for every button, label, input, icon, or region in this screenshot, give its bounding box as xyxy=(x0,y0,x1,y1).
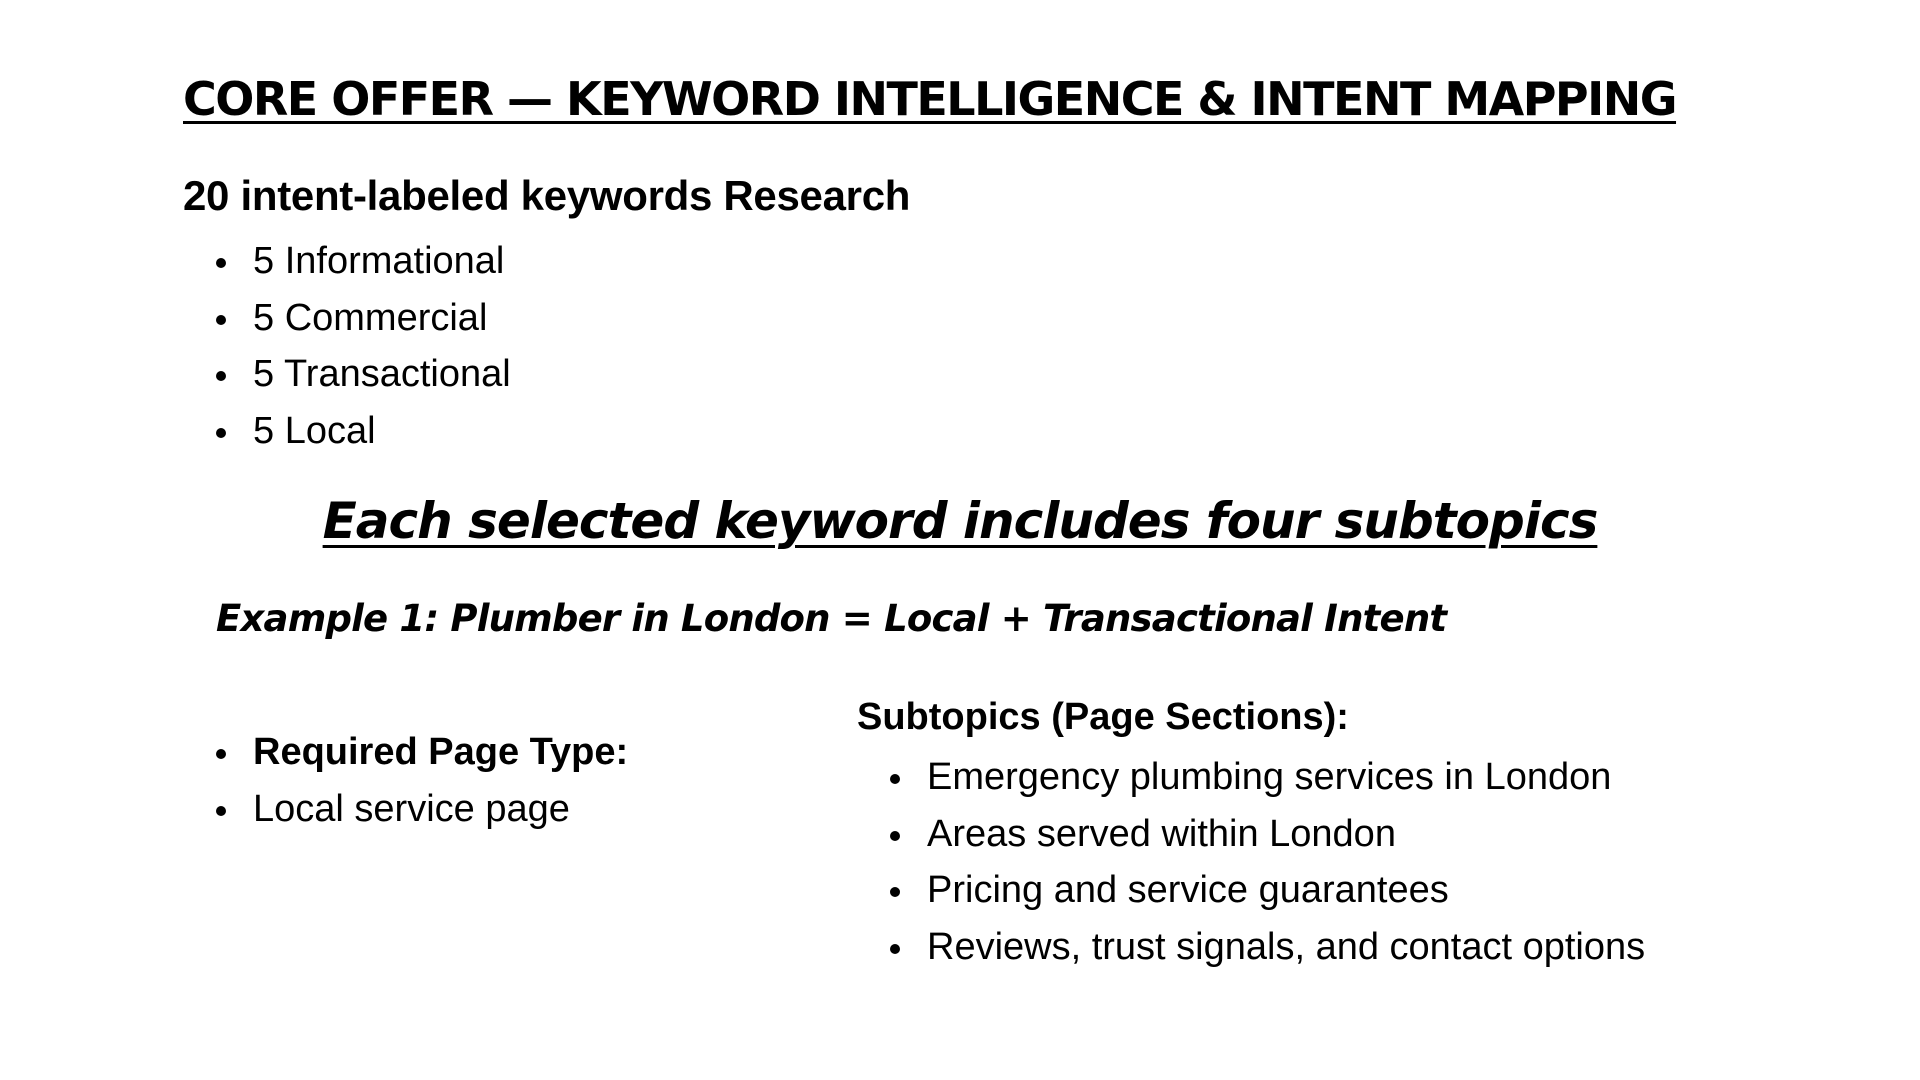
bullet-icon xyxy=(216,315,226,325)
bullet-icon xyxy=(890,887,900,897)
subtopic-label: Areas served within London xyxy=(927,812,1396,855)
intent-item-label: 5 Commercial xyxy=(253,296,488,339)
subtopics-section-heading xyxy=(0,492,1920,550)
list-item xyxy=(216,403,511,460)
list-item xyxy=(216,233,511,290)
list-item xyxy=(216,781,628,838)
bullet-icon xyxy=(890,944,900,954)
subtopics-section-heading-text: Each selected keyword includes four subtopics xyxy=(322,492,1598,550)
list-item xyxy=(890,806,1645,863)
intent-item-label: 5 Transactional xyxy=(253,353,511,395)
subtopic-label: Pricing and service guarantees xyxy=(927,869,1449,911)
subtopic-label: Emergency plumbing services in London xyxy=(927,756,1612,798)
list-item xyxy=(890,862,1645,919)
subtopic-label: Reviews, trust signals, and contact options xyxy=(927,925,1646,968)
list-item xyxy=(890,919,1645,976)
page-title: CORE OFFER — KEYWORD INTELLIGENCE & INTENT MAPPING xyxy=(183,72,1677,126)
subtopics-list xyxy=(890,749,1645,975)
bullet-icon xyxy=(216,749,226,759)
page-type-value: Local service page xyxy=(253,787,570,830)
page-type-label: Required Page Type: xyxy=(253,731,629,773)
intent-list xyxy=(216,233,511,459)
bullet-icon xyxy=(216,371,226,381)
list-item xyxy=(890,749,1645,806)
list-item xyxy=(216,724,628,781)
list-item xyxy=(216,346,511,403)
bullet-icon xyxy=(216,806,226,816)
subtopics-heading: Subtopics (Page Sections): xyxy=(857,696,1349,738)
bullet-icon xyxy=(890,774,900,784)
intent-item-label: 5 Informational xyxy=(253,240,505,282)
bullet-icon xyxy=(890,831,900,841)
page-type-list xyxy=(216,724,628,837)
bullet-icon xyxy=(216,428,226,438)
example-label: Example 1: Plumber in London = Local + Transactional Intent xyxy=(216,597,1447,640)
bullet-icon xyxy=(216,258,226,268)
list-item xyxy=(216,290,511,347)
intent-item-label: 5 Local xyxy=(253,409,376,452)
research-heading: 20 intent-labeled keywords Research xyxy=(183,172,911,219)
